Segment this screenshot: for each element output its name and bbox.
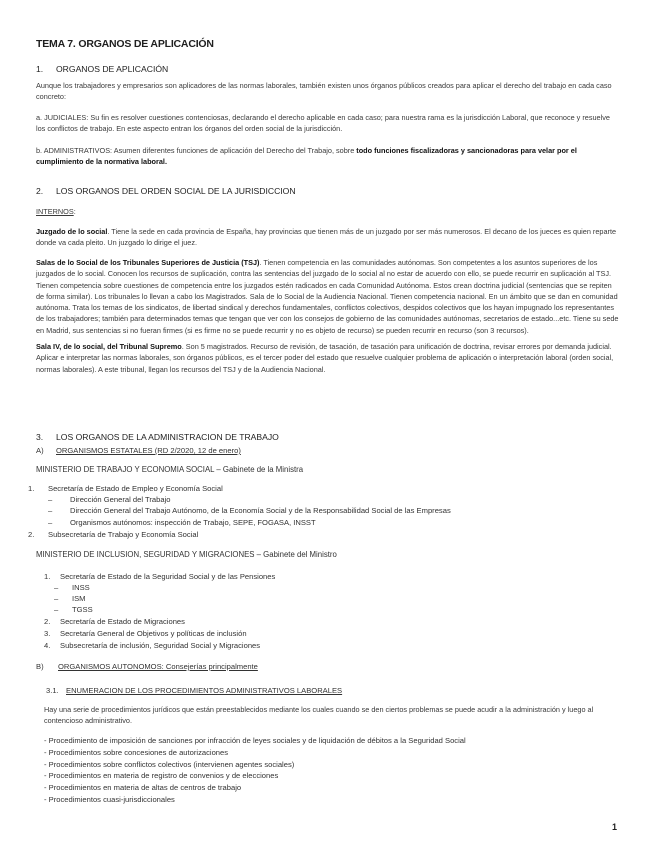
list-item: – TGSS [54,605,93,614]
list-item: - Procedimientos cuasi-jurisdiccionales [44,795,175,804]
page-number: 1 [612,822,618,832]
list-item: 2. Subsecretaría de Trabajo y Economía Social [28,530,199,539]
list-item: 2. Secretaría de Estado de Migraciones [44,617,185,626]
list-item: 4. Subsecretaría de inclusión, Seguridad Social y Migraciones [44,641,261,650]
list-item: - Procedimientos sobre conflictos colectivos (intervienen agentes sociales) [44,760,295,769]
list-item: 1. Secretaría de Estado de Empleo y Economía Social [28,484,223,493]
organismos-autonomos-heading: B) ORGANISMOS AUTONOMOS: Consejerías principalmente [36,662,258,671]
list-item: – INSS [54,583,90,592]
internos-label: INTERNOS: [36,207,76,216]
salas-tsj-paragraph: Salas de lo Social de los Tribunales Superiores de Justicia (TSJ). Tienen competencia en las comunidades autónomas. Son competentes a los asuntos superiores de los juzgados de lo social. Conocen los recursos de suplicación, contra las sentencias del juzgado de lo social al no estar de acuerdo con ello, se puede recurrir en suplicación al TSJ. Tienen competencia sobre cuestiones de competencia entre los juzgados estén radicados en cada Comunidad Autónoma. Estos crean doctrina judicial (sentencias que se repiten de forma similar). Los tribunales lo llevan a cabo los Magistrados. Sala de lo Social de la Audiencia Nacional. Tienen competencia nacional. En un ámbito que se dan en comunidad autónoma. Trata los temas de los sindicatos, de libertad sindical y derechos fundamentales, conflictos colectivos, despidos colectivos que los hayan impugnado los representantes de los trabajadores; también para determinados temas que tengan que ver con los consejos de gobierno de las comunidades autónomas, secretarios de estado...etc. Tiene su sede en Madrid, sus sentencias si no fueran firmes (si es firme no se puede recurrir y no es objeto de recurso) se pueden recurrir en recurso (son 3 recursos). [36,258,619,335]
document-title: TEMA 7. ORGANOS DE APLICACIÓN [36,38,214,50]
list-item: - Procedimientos sobre concesiones de autorizaciones [44,748,229,757]
ministerio-trabajo-heading: MINISTERIO DE TRABAJO Y ECONOMIA SOCIAL – Gabinete de la Ministra [36,465,304,474]
list-item: - Procedimiento de imposición de sanciones por infracción de leyes sociales y de liquidación de débitos a la Seguridad Social [44,736,466,745]
list-item: 1. Secretaría de Estado de la Seguridad Social y de las Pensiones [44,572,276,581]
section-3-1-heading: 3.1. ENUMERACION DE LOS PROCEDIMIENTOS ADMINISTRATIVOS LABORALES [46,686,343,695]
organismos-estatales-heading: A) ORGANISMOS ESTATALES (RD 2/2020, 12 de enero) [36,446,241,455]
list-item: - Procedimientos en materia de registro de convenios y de elecciones [44,771,279,780]
list-item: 3. Secretaría General de Objetivos y políticas de inclusión [44,629,247,638]
section-1-administrativos: b. ADMINISTRATIVOS: Asumen diferentes funciones de aplicación del Derecho del Trabajo, sobre todo funciones fiscalizadoras y sancionadoras para velar por el cumplimiento de la normativa laboral. [36,146,577,167]
ministerio-inclusion-heading: MINISTERIO DE INCLUSION, SEGURIDAD Y MIGRACIONES – Gabinete del Ministro [36,550,337,559]
section-1-heading: 1. ORGANOS DE APLICACIÓN [36,64,169,74]
section-3-1-intro: Hay una serie de procedimientos jurídicos que están preestablecidos mediante los cuales cuando se den ciertos problemas se puede acudir a la administración y luego al contencioso administrativo. [44,705,594,726]
section-3-heading: 3. LOS ORGANOS DE LA ADMINISTRACION DE TRABAJO [36,432,279,442]
section-1-judiciales: a. JUDICIALES: Su fin es resolver cuestiones contenciosas, declarando el derecho aplicable en cada caso; para nuestra rama es la jurisdicción Laboral, que reconoce y resuelve los conflictos de trabajo. En este aspecto entran los órganos del orden social de la jurisdicción. [36,113,610,134]
section-1-intro: Aunque los trabajadores y empresarios son aplicadores de las normas laborales, también existen unos órganos públicos creados para aplicar el derecho del trabajo en cada caso concreto: [36,81,612,102]
sala-iv-paragraph: Sala IV, de lo social, del Tribunal Supremo. Son 5 magistrados. Recurso de revisión, de tasación, de tasación para unificación de doctrina, revisar errores por demanda judicial. Aplicar e interpretar las normas laborales, son órganos públicos, es el tercer poder del estado que resuelve cualquier problema de aplicación o interpretación laboral (orden social, normas laborales). A este tribunal, llegan los recursos del TSJ y de la Audiencia Nacional. [36,342,614,374]
list-item: – Dirección General del Trabajo Autónomo, de la Economía Social y de la Responsabilidad Social de las Empresas [48,506,451,515]
list-item: – ISM [54,594,86,603]
list-item: – Dirección General del Trabajo [48,495,171,504]
juzgado-paragraph: Juzgado de lo social. Tiene la sede en cada provincia de España, hay provincias que tienen más de un juzgado por ser más numerosos. El decano de los jueces es quien reparte donde va cada pleito. Un juzgado lo dirige el juez. [36,227,617,248]
section-2-heading: 2. LOS ORGANOS DEL ORDEN SOCIAL DE LA JURISDICCION [36,186,296,196]
list-item: – Organismos autónomos: inspección de Trabajo, SEPE, FOGASA, INSST [48,518,316,527]
list-item: - Procedimientos en materia de altas de centros de trabajo [44,783,242,792]
